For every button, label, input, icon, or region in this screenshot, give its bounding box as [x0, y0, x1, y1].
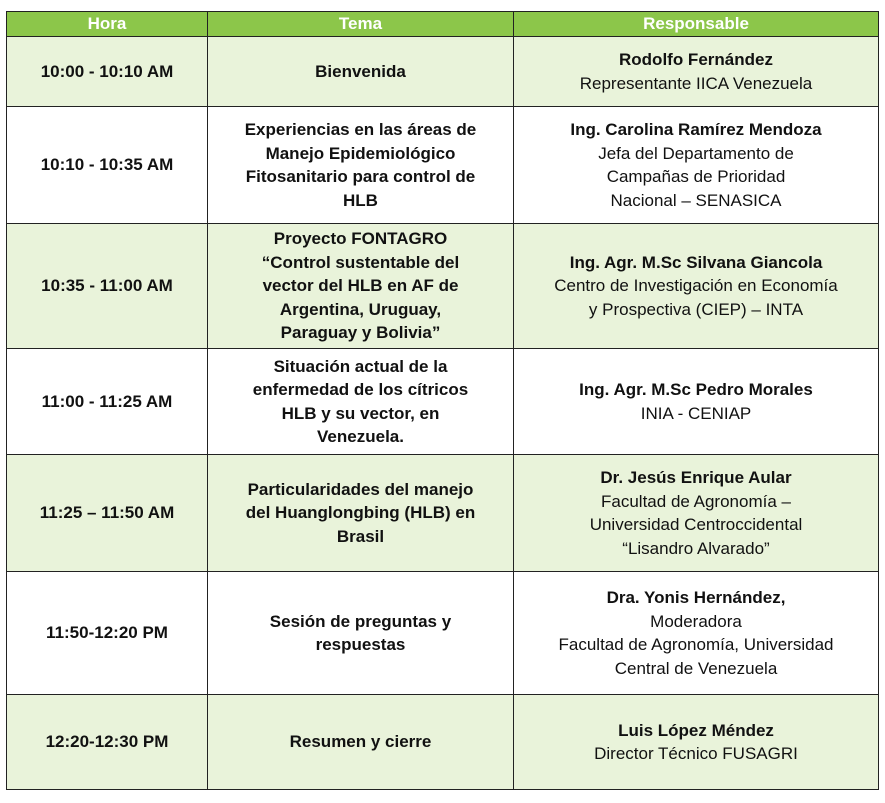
responsable-line: Facultad de Agronomía – — [601, 491, 791, 511]
tema-cell — [208, 37, 514, 107]
responsable-line: Jefa del Departamento de — [598, 143, 794, 163]
responsable-line: Nacional – SENASICA — [610, 190, 782, 210]
responsable-name: Luis López Méndez — [618, 720, 774, 740]
tema-line: Brasil — [336, 526, 385, 546]
responsable-name: Rodolfo Fernández — [619, 50, 773, 69]
table-row — [7, 107, 879, 224]
responsable-line: Representante IICA Venezuela — [579, 73, 813, 93]
responsable-cell — [514, 37, 879, 107]
table-row — [7, 224, 879, 349]
agenda-body — [7, 37, 879, 790]
tema-line: “Control sustentable del — [261, 252, 460, 272]
responsable-cell — [514, 572, 879, 695]
tema-line: Venezuela. — [317, 427, 404, 446]
tema-line: del Huanglongbing (HLB) en — [245, 503, 476, 523]
responsable-name: Dr. Jesús Enrique Aular — [600, 468, 792, 487]
responsable-line: Centro de Investigación en Economía — [554, 276, 838, 296]
tema-line: Manejo Epidemiológico — [265, 143, 456, 163]
tema-line: Fitosanitario para control de — [245, 167, 476, 186]
tema-cell — [208, 572, 514, 695]
header-row — [7, 12, 879, 37]
tema-line: vector del HLB en AF de — [262, 276, 459, 296]
hora-cell: 10:35 - 11:00 AM — [7, 224, 208, 349]
responsable-line: “Lisandro Alvarado” — [622, 538, 770, 558]
responsable-cell — [514, 455, 879, 572]
tema-cell — [208, 224, 514, 349]
table-row — [7, 455, 879, 572]
responsable-name: Ing. Agr. M.Sc Silvana Giancola — [569, 252, 823, 272]
responsable-line: Campañas de Prioridad — [606, 167, 786, 186]
responsable-line: INIA - CENIAP — [640, 403, 752, 423]
hora-cell: 10:00 - 10:10 AM — [7, 37, 208, 107]
hora-cell: 11:00 - 11:25 AM — [7, 349, 208, 455]
tema-line: Sesión de preguntas y — [269, 611, 452, 631]
tema-line: Experiencias en las áreas de — [244, 120, 477, 139]
tema-line: Proyecto FONTAGRO — [273, 229, 448, 249]
hora-cell: 12:20-12:30 PM — [7, 695, 208, 790]
tema-line: Paraguay y Bolivia” — [280, 323, 441, 343]
tema-line: HLB y su vector, en — [281, 403, 440, 423]
hora-cell: 10:10 - 10:35 AM — [7, 107, 208, 224]
responsable-line: Moderadora — [650, 611, 742, 631]
tema-line: Particularidades del manejo — [247, 479, 474, 499]
tema-cell — [208, 455, 514, 572]
header-hora: Hora — [7, 12, 208, 37]
header-responsable: Responsable — [514, 12, 879, 37]
hora-cell: 11:50-12:20 PM — [7, 572, 208, 695]
table-row — [7, 349, 879, 455]
tema-line: Situación actual de la — [273, 356, 448, 376]
responsable-name: Dra. Yonis Hernández, — [606, 588, 786, 607]
responsable-line: y Prospectiva (CIEP) – INTA — [588, 299, 804, 319]
responsable-cell — [514, 107, 879, 224]
responsable-line: Universidad Centroccidental — [589, 515, 803, 534]
responsable-cell — [514, 349, 879, 455]
tema-line: HLB — [343, 190, 378, 210]
tema-cell — [208, 107, 514, 224]
responsable-name: Ing. Carolina Ramírez Mendoza — [570, 120, 822, 139]
agenda-table — [6, 11, 879, 790]
responsable-line: Facultad de Agronomía, Universidad — [558, 635, 834, 654]
responsable-line: Central de Venezuela — [614, 658, 778, 678]
table-row — [7, 37, 879, 107]
tema-cell — [208, 695, 514, 790]
table-row — [7, 695, 879, 790]
header-tema: Tema — [208, 12, 514, 37]
tema-line: Bienvenida — [315, 61, 406, 81]
responsable-line: Director Técnico FUSAGRI — [594, 744, 798, 763]
tema-line: enfermedad de los cítricos — [252, 380, 469, 399]
tema-line: respuestas — [315, 635, 406, 654]
tema-line: Resumen y cierre — [289, 732, 432, 752]
tema-line: Argentina, Uruguay, — [279, 299, 442, 319]
responsable-cell — [514, 224, 879, 349]
table-row — [7, 572, 879, 695]
hora-cell: 11:25 – 11:50 AM — [7, 455, 208, 572]
responsable-name: Ing. Agr. M.Sc Pedro Morales — [579, 380, 813, 399]
tema-cell — [208, 349, 514, 455]
responsable-cell — [514, 695, 879, 790]
